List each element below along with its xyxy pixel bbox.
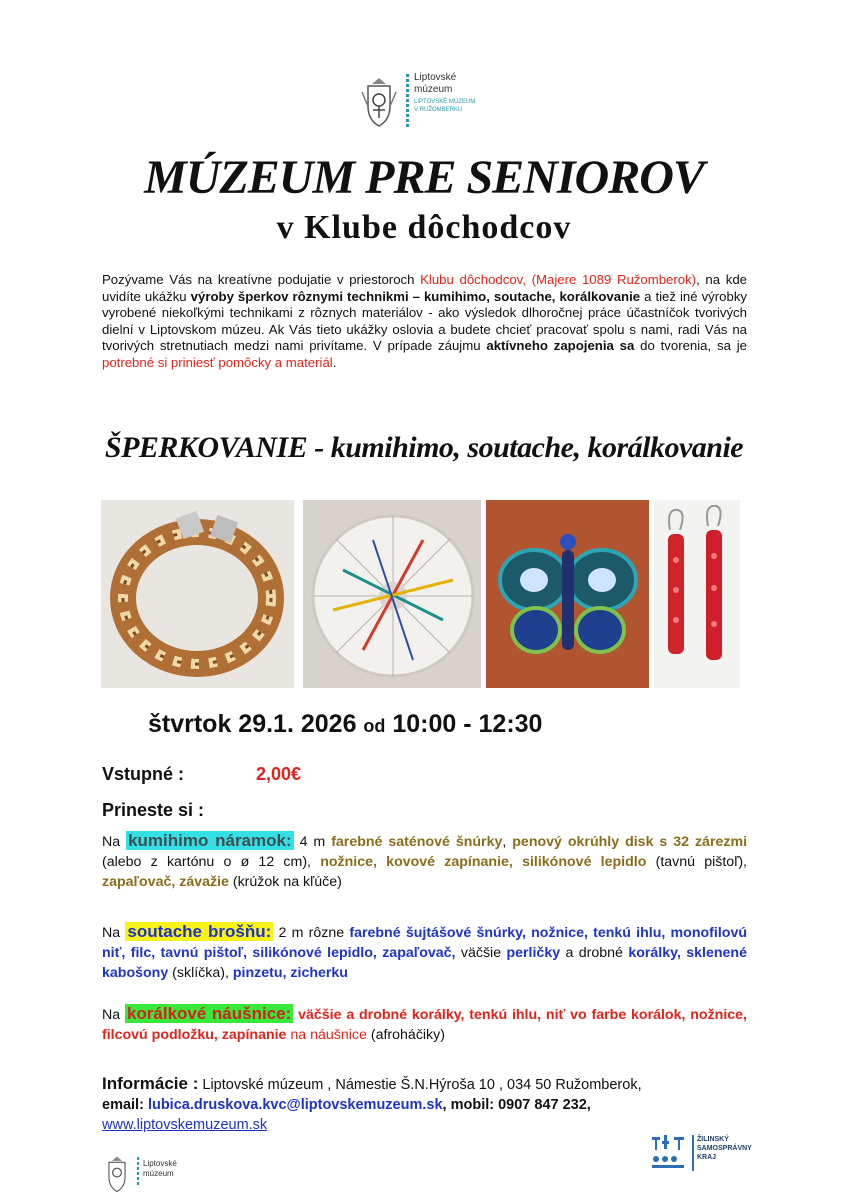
intro-paragraph: Pozývame Vás na kreatívne podujatie v priestoroch Klubu dôchodcov, (Majere 1089 Ružomberok), na kde uvidíte ukážku výroby šperkov rôznymi technikmi – kumihimo, soutache, korálkovanie a tiež iné výrobky vyrobené niekoľkými technikami z rôznych materiálov - ako výsledok dlhoročnej práce účastníčok tvorivých dielní v Liptovskom múzeu. Ak Vás tieto ukážky oslovia a budete chcieť pracovať spolu s nami, radi Vás na tvorivých stretnutiach medzi nami privítame. V prípade záujmu aktívneho zapojenia sa do tvorenia, sa je potrebné si priniesť pomôcky a materiál.	[102, 272, 748, 370]
region-name: ŽILINSKÝ SAMOSPRÁVNY KRAJ	[697, 1136, 752, 1161]
kumihimo-materials: Na kumihimo náramok: 4 m farebné saténové šnúrky, penový okrúhly disk s 32 zárezmi (alebo z kartónu o ø 12 cm), nožnice, kovové zapínanie, silikónové lepidlo (tavnú pištoľ), zapaľovač, závažie (krúžok na kľúče)	[102, 831, 748, 890]
logo-name: Liptovské múzeum	[143, 1159, 177, 1178]
page-subtitle: v Klube dôchodcov	[276, 209, 572, 246]
jewelry-heading: ŠPERKOVANIE - kumihimo, soutache, korálkovanie	[104, 431, 744, 464]
zilina-region-logo	[650, 1133, 750, 1177]
info-label: Informácie :	[102, 1074, 199, 1093]
museum-logo	[360, 70, 500, 132]
venue-text: Klubu dôchodcov, (Majere 1089 Ružomberok)	[420, 272, 697, 287]
logo-divider	[137, 1157, 139, 1187]
website-link[interactable]: www.liptovskemuzeum.sk	[102, 1117, 268, 1133]
logo-name: Liptovské múzeum	[414, 72, 457, 95]
bring-heading: Prineste si :	[102, 800, 205, 820]
kumihimo-disk-photo	[303, 500, 481, 688]
fee-value: 2,00€	[256, 764, 302, 784]
coat-of-arms-icon	[103, 1155, 131, 1193]
fee-label: Vstupné :	[102, 764, 185, 784]
kumihimo-bracelet-photo	[101, 500, 294, 688]
page-title: MÚZEUM PRE SENIOROV	[144, 151, 704, 204]
museum-logo-small	[103, 1155, 193, 1195]
email-link[interactable]: lubica.druskova.kvc@liptovskemuzeum.sk	[147, 1097, 443, 1113]
coat-of-arms-icon	[360, 76, 398, 128]
beads-item-label: korálkové náušnice:	[126, 1004, 292, 1023]
soutache-brooch-photo	[486, 500, 649, 688]
beads-materials: Na korálkové náušnice: väčšie a drobné korálky, tenkú ihlu, niť vo farbe korálok, nožnice, filcovú podložku, zapínanie na náušnice (afroháčiky)	[102, 1004, 747, 1043]
beaded-earrings-photo	[654, 500, 740, 688]
kumihimo-item-label: kumihimo náramok:	[128, 831, 292, 850]
soutache-item-label: soutache brošňu:	[127, 922, 272, 941]
logo-divider	[406, 74, 409, 128]
contact-info: Informácie : Liptovské múzeum , Námestie Š.N.Hýroša 10 , 034 50 Ružomberok, email: lubica.druskova.kvc@liptovskemuzeum.sk, mobil: 0907 847 232, www.liptovskemuzeum.sk	[102, 1074, 642, 1133]
logo-divider	[692, 1135, 694, 1171]
logo-subtitle: LIPTOVSKÉ MÚZEUM V RUŽOMBERKU	[414, 99, 476, 113]
region-emblem-icon	[650, 1133, 688, 1173]
soutache-materials: Na soutache brošňu: 2 m rôzne farebné šujtášové šnúrky, nožnice, tenkú ihlu, monofilovú niť, filc, tavnú pištoľ, silikónové lepidlo, zapaľovač, väčšie perličky a drobné korálky, sklenené kabošony (sklíčka), pinzetu, zicherku	[102, 922, 748, 981]
event-date-time: štvrtok 29.1. 2026 od 10:00 - 12:30	[148, 710, 543, 738]
